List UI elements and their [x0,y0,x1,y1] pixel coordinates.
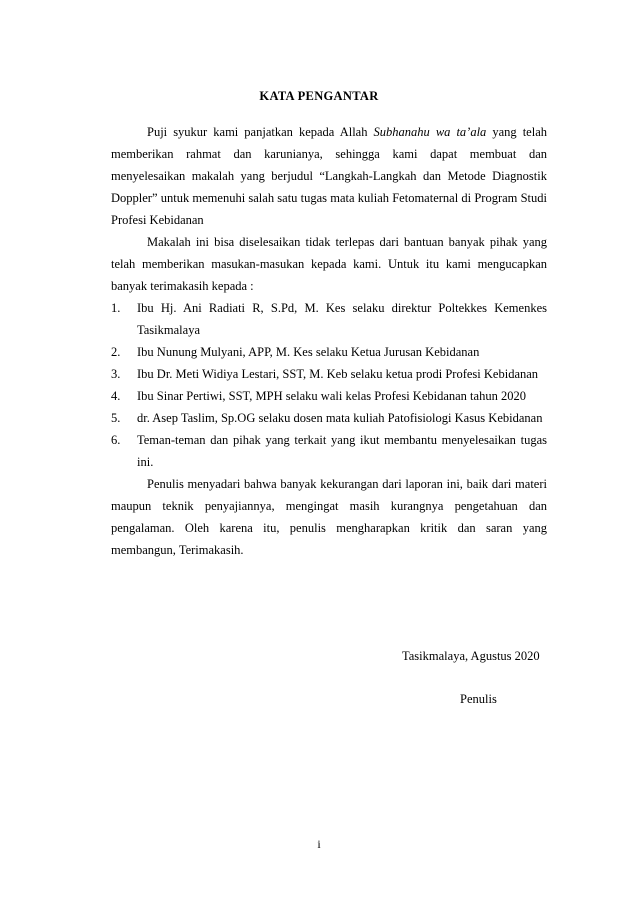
paragraph-closing: Penulis menyadari bahwa banyak kekurangan dari laporan ini, baik dari materi maupun teknik penyajiannya, mengingat masih kurangnya pengetahuan dan pengalaman. Oleh karena itu, penulis mengharapkan kritik dan saran yang membangun, Terimakasih. [111,477,547,557]
list-item-number: 6. [111,433,121,447]
place-date: Tasikmalaya, Agustus 2020 [402,649,540,663]
list-item [111,363,547,385]
paragraph-thanks-intro: Makalah ini bisa diselesaikan tidak terlepas dari bantuan banyak pihak yang telah memberikan masukan-masukan kepada kami. Untuk itu kami mengucapkan banyak terimakasih kepada : [111,235,547,293]
paragraph-opening [111,121,547,231]
paragraph-opening-start: Puji syukur kami panjatkan kepada Allah [147,125,374,139]
list-item-text: Ibu Hj. Ani Radiati R, S.Pd, M. Kes selaku direktur Poltekkes Kemenkes Tasikmalaya [137,301,547,337]
document-body [111,121,547,561]
page-number: i [317,837,321,851]
list-item-number: 4. [111,389,121,403]
list-item-text: Ibu Dr. Meti Widiya Lestari, SST, M. Keb selaku ketua prodi Profesi Kebidanan [137,367,539,381]
list-item [111,429,547,473]
list-item [111,385,547,407]
thanks-list [111,297,547,473]
list-item-text: dr. Asep Taslim, Sp.OG selaku dosen mata kuliah Patofisiologi Kasus Kebidanan [137,411,543,425]
list-item [111,407,547,429]
list-item [111,341,547,363]
paragraph-opening-end: yang telah memberikan rahmat dan karunianya, sehingga kami dapat membuat dan menyelesaikan makalah yang berjudul “Langkah-Langkah dan Metode Diagnostik Doppler” untuk memenuhi salah satu tugas mata kuliah Fetomaternal di Program Studi Profesi Kebidanan [111,125,547,227]
list-item-text: Teman-teman dan pihak yang terkait yang ikut membantu menyelesaikan tugas ini. [137,433,547,469]
author-signature: Penulis [460,692,497,706]
list-item-number: 5. [111,411,121,425]
list-item-number: 2. [111,345,121,359]
list-item-number: 3. [111,367,121,381]
list-item [111,297,547,341]
list-item-text: Ibu Nunung Mulyani, APP, M. Kes selaku Ketua Jurusan Kebidanan [137,345,480,359]
paragraph-opening-italic: Subhanahu wa ta’ala [373,125,487,139]
list-item-text: Ibu Sinar Pertiwi, SST, MPH selaku wali kelas Profesi Kebidanan tahun 2020 [137,389,526,403]
list-item-number: 1. [111,301,121,315]
page-title: KATA PENGANTAR [259,89,379,103]
